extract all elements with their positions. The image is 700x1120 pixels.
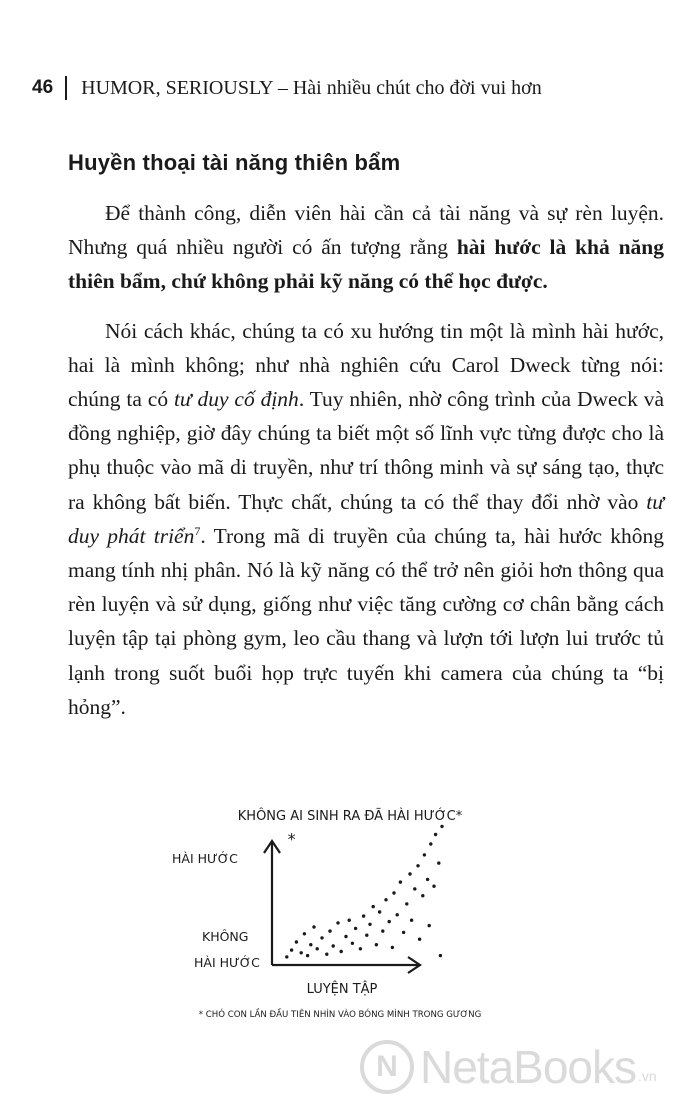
scatter-point-35 xyxy=(408,872,411,875)
paragraph-1-bold: hài hước là khả năng thiên bẩm, chứ không phải kỹ năng có thể học được. xyxy=(68,235,664,294)
scatter-point-30 xyxy=(392,891,395,894)
scatter-point-39 xyxy=(418,938,421,941)
watermark-suffix: .vn xyxy=(638,1068,657,1084)
running-header xyxy=(32,76,542,100)
scatter-point-24 xyxy=(375,943,378,946)
paragraph-2-text-a: Nói cách khác, chúng ta có xu hướng tin một là mình hài hước, hai là mình không; như nhà nghiên cứu Carol Dweck từng nói: chúng ta có xyxy=(68,318,664,412)
scatter-point-43 xyxy=(428,924,431,927)
chart-svg xyxy=(160,795,540,1035)
growth-mindset-term: tư duy phát triển xyxy=(68,489,664,548)
fixed-mindset-term: tư duy cố định xyxy=(173,387,299,412)
humor-chart xyxy=(160,795,540,1035)
watermark xyxy=(360,1040,657,1094)
scatter-point-28 xyxy=(388,920,391,923)
scatter-point-0 xyxy=(285,955,288,958)
chart-footnote: * CHÓ CON LẦN ĐẦU TIÊN NHÌN VÀO BÓNG MÌNH TRONG GƯƠNG xyxy=(198,1010,482,1020)
paragraph-1-text: Để thành công, diễn viên hài cần cả tài năng và sự rèn luyện. Nhưng quá nhiều người có ấn tượng rằng xyxy=(68,201,664,260)
scatter-point-19 xyxy=(359,947,362,950)
scatter-point-36 xyxy=(410,919,413,922)
scatter-point-26 xyxy=(381,929,384,932)
scatter-point-34 xyxy=(405,902,408,905)
scatter-point-27 xyxy=(384,898,387,901)
scatter-point-16 xyxy=(348,919,351,922)
scatter-point-23 xyxy=(372,905,375,908)
scatter-point-17 xyxy=(351,942,354,945)
scatter-point-21 xyxy=(365,934,368,937)
book-title: HUMOR, SERIOUSLY – Hài nhiều chút cho đời vui hơn xyxy=(81,76,542,99)
body-text xyxy=(68,196,664,739)
scatter-point-13 xyxy=(336,921,339,924)
scatter-point-47 xyxy=(437,861,440,864)
watermark-logo-icon: N xyxy=(360,1040,414,1094)
scatter-point-14 xyxy=(340,950,343,953)
scatter-point-49 xyxy=(440,825,443,828)
scatter-point-40 xyxy=(421,894,424,897)
scatter-point-11 xyxy=(328,929,331,932)
scatter-point-10 xyxy=(325,953,328,956)
scatter-point-37 xyxy=(413,887,416,890)
scatter-point-31 xyxy=(396,913,399,916)
scatter-point-46 xyxy=(434,833,437,836)
y-tick-low-line-1: KHÔNG xyxy=(202,929,249,944)
scatter-point-29 xyxy=(391,946,394,949)
scatter-point-33 xyxy=(402,931,405,934)
scatter-point-8 xyxy=(316,947,319,950)
scatter-point-7 xyxy=(312,925,315,928)
paragraph-2-text-e: . Trong mã di truyền của chúng ta, hài hước không mang tính nhị phân. Nó là kỹ năng có thể trở nên giỏi hơn thông qua rèn luyện và sử dụng, giống như việc tăng cường cơ chân bằng cách luyện tập tại phòng gym, leo cầu thang và lượn tới lượn lui trước tủ lạnh trong suốt buổi họp trực tuyến khi camera của chúng ta “bị hỏng”. xyxy=(68,523,665,719)
footnote-reference: 7 xyxy=(194,523,201,538)
scatter-point-6 xyxy=(309,943,312,946)
watermark-name: NetaBooks xyxy=(420,1041,637,1093)
paragraph-2 xyxy=(68,314,664,724)
scatter-point-41 xyxy=(423,853,426,856)
scatter-point-15 xyxy=(344,935,347,938)
scatter-point-25 xyxy=(378,910,381,913)
scatter-point-45 xyxy=(432,885,435,888)
page-number: 46 xyxy=(32,77,54,98)
scatter-points xyxy=(285,825,444,959)
paragraph-1 xyxy=(68,196,664,299)
header-divider xyxy=(65,76,67,100)
section-heading: Huyền thoại tài năng thiên bẩm xyxy=(68,150,401,175)
scatter-point-5 xyxy=(306,954,309,957)
scatter-point-2 xyxy=(295,940,298,943)
paragraph-2-text-c: . Tuy nhiên, nhờ công trình của Dweck và đồng nghiệp, giờ đây chúng ta biết một số lĩnh vực từng được cho là phụ thuộc vào mã di truyền, như trí thông minh và sự sáng tạo, thực ra không bất biến. Thực chất, chúng ta có thể thay đổi nhờ vào xyxy=(68,387,665,514)
scatter-point-9 xyxy=(320,936,323,939)
scatter-point-20 xyxy=(362,914,365,917)
scatter-point-44 xyxy=(429,842,432,845)
y-tick-high: HÀI HƯỚC xyxy=(172,851,238,866)
scatter-point-3 xyxy=(300,951,303,954)
outlier-point: * xyxy=(287,829,296,849)
scatter-point-32 xyxy=(399,880,402,883)
scatter-point-22 xyxy=(368,923,371,926)
scatter-point-4 xyxy=(303,932,306,935)
scatter-point-38 xyxy=(416,864,419,867)
scatter-point-42 xyxy=(426,878,429,881)
chart-title: KHÔNG AI SINH RA ĐÃ HÀI HƯỚC* xyxy=(237,809,463,824)
scatter-point-48 xyxy=(439,954,442,957)
y-tick-low-line-2: HÀI HƯỚC xyxy=(194,955,260,970)
scatter-point-18 xyxy=(354,927,357,930)
scatter-point-12 xyxy=(332,944,335,947)
scatter-point-1 xyxy=(290,948,293,951)
x-axis-label: LUYỆN TẬP xyxy=(306,982,378,997)
